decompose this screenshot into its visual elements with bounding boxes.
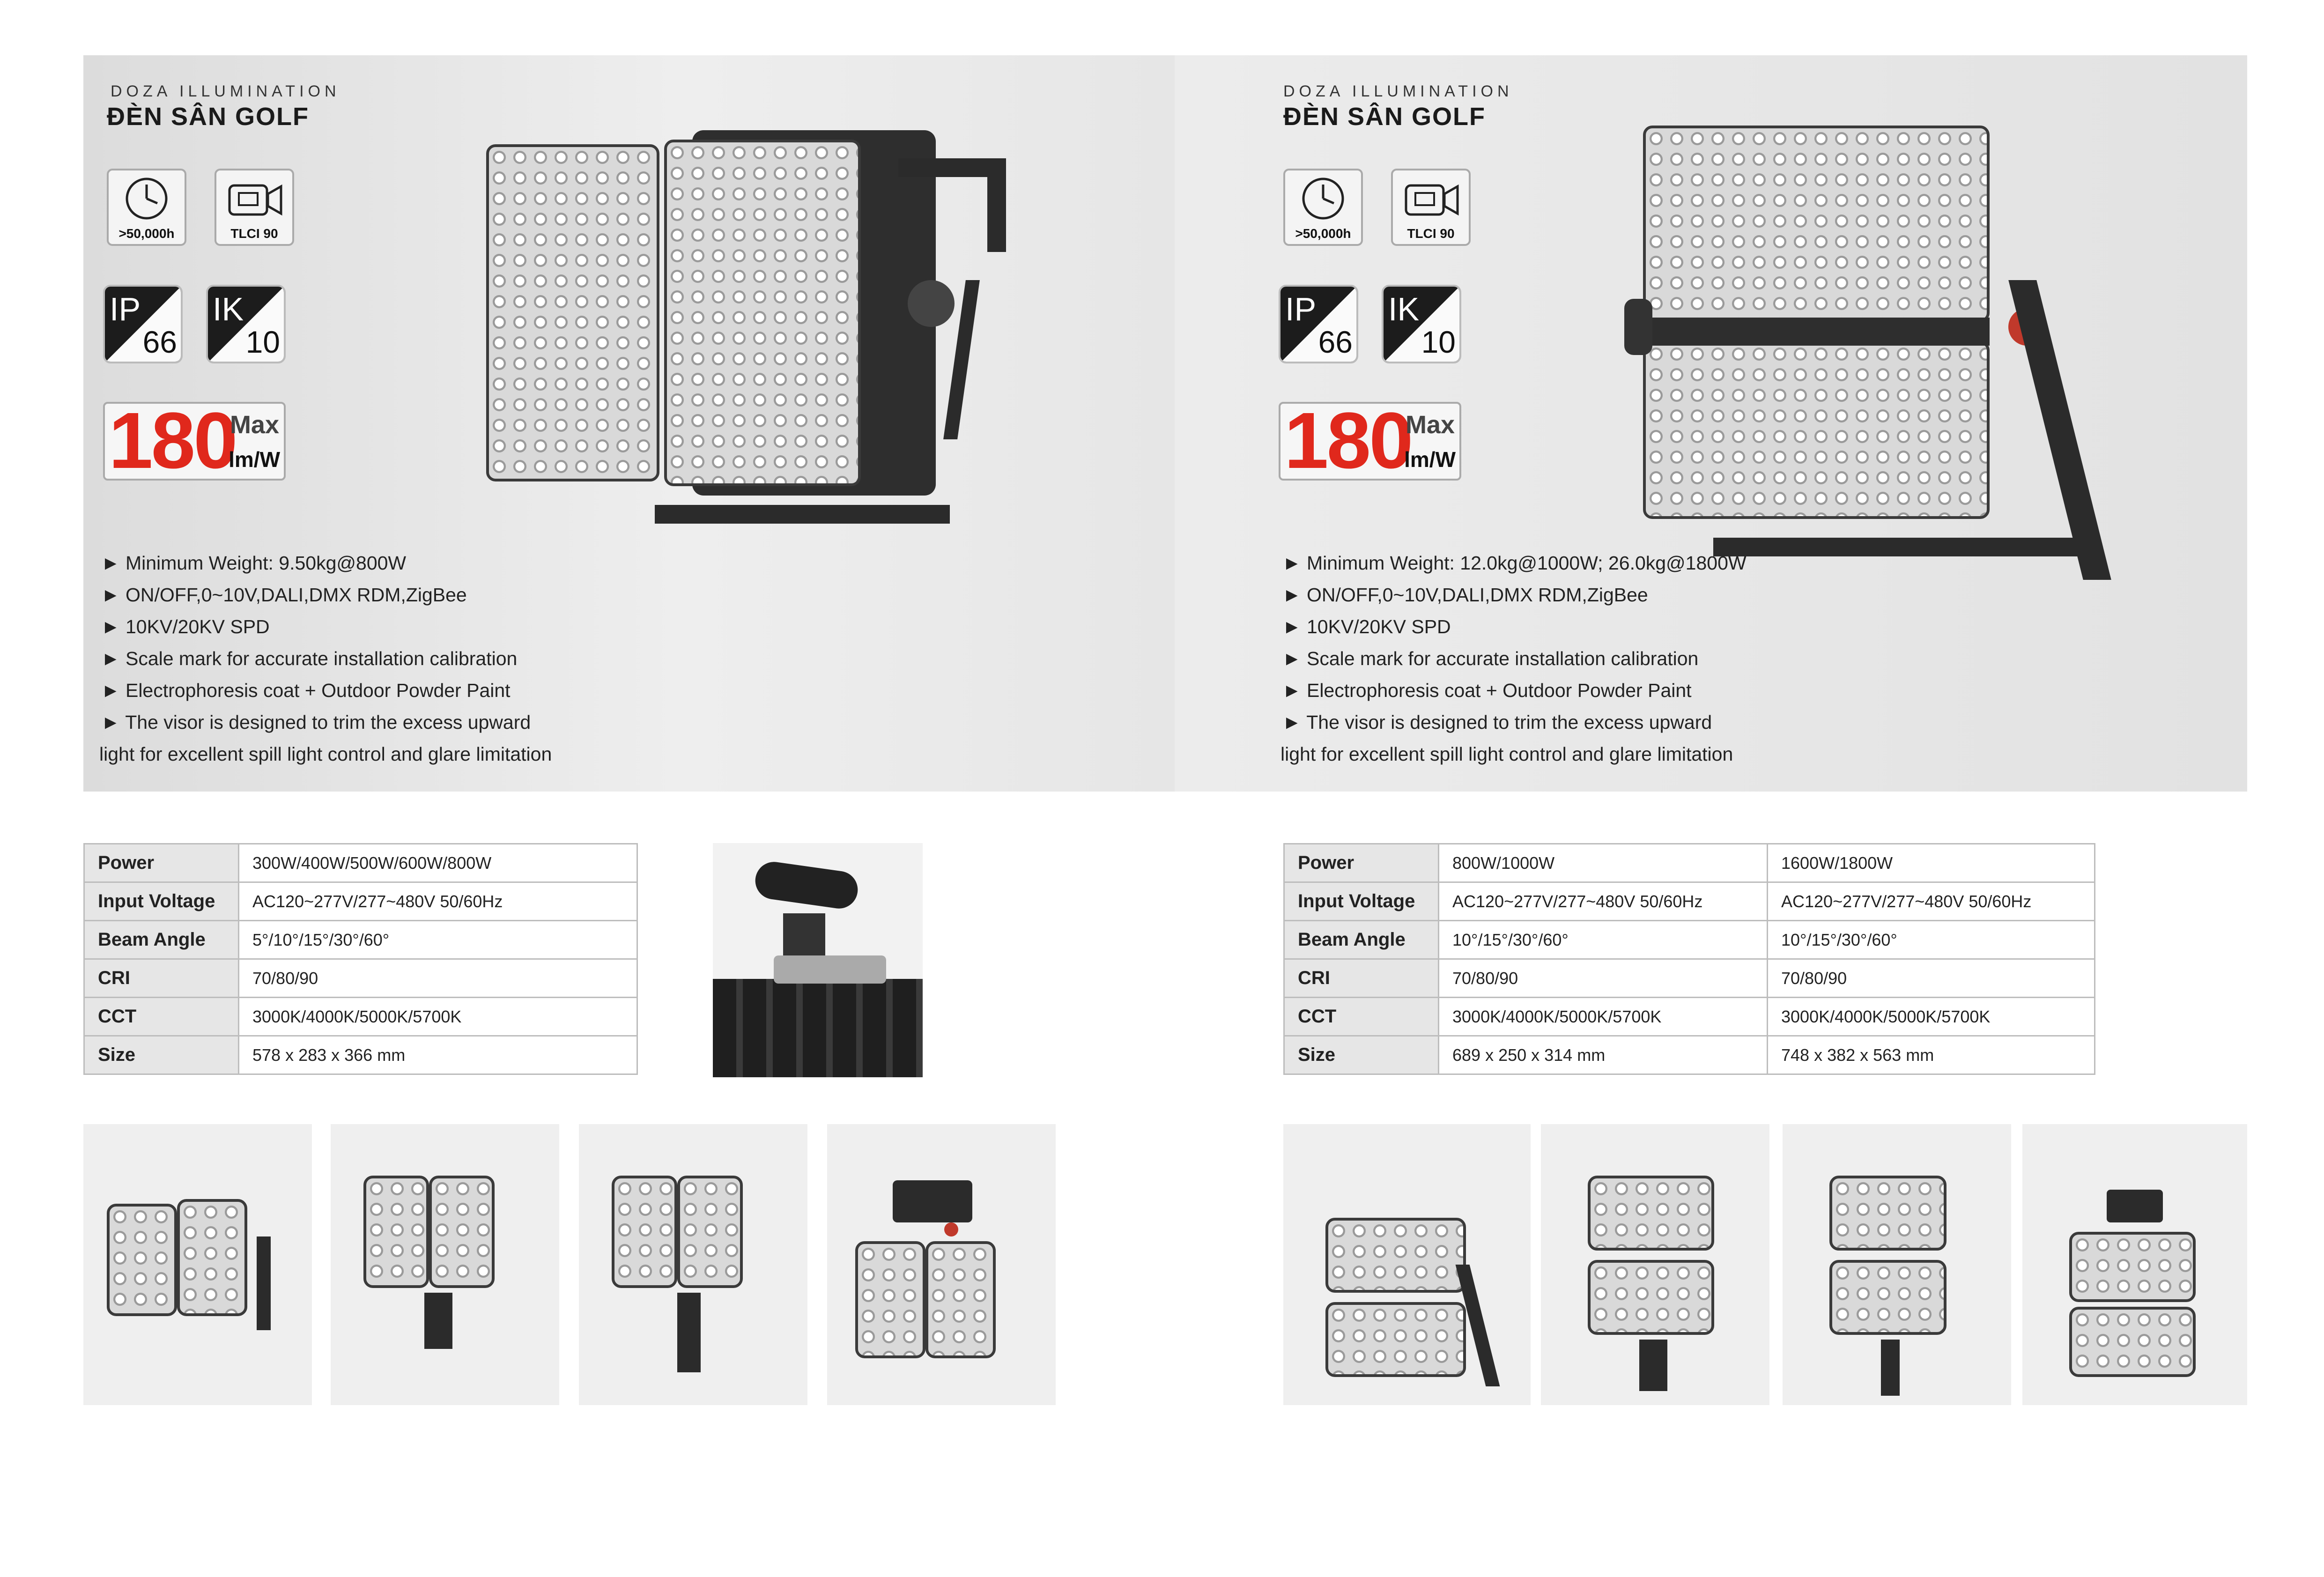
- efficacy-value: 180: [1284, 396, 1412, 485]
- spec-value: 3000K/4000K/5000K/5700K: [239, 998, 637, 1036]
- spec-key: CRI: [1284, 959, 1439, 998]
- table-row: [84, 882, 637, 921]
- ik-label: IK: [213, 291, 244, 327]
- left-spec-table: [83, 843, 638, 1075]
- camera-icon: [225, 175, 286, 222]
- right-hero-panel: [1175, 55, 2247, 792]
- feature-list: [101, 547, 552, 770]
- lifetime-badge: [1283, 169, 1363, 246]
- feature-item: ► The visor is designed to trim the excess upward: [101, 711, 531, 733]
- product-image-floodlight-2-module: [486, 130, 1142, 617]
- brand-label: DOZA ILLUMINATION: [1283, 82, 1513, 100]
- feature-item: ► 10KV/20KV SPD: [1282, 616, 1451, 637]
- product-thumbnail[interactable]: [2022, 1124, 2247, 1405]
- spec-key: Power: [1284, 844, 1439, 882]
- spec-value: 578 x 283 x 366 mm: [239, 1036, 637, 1074]
- spec-value: 5°/10°/15°/30°/60°: [239, 921, 637, 959]
- spec-key: CCT: [1284, 998, 1439, 1036]
- spec-key: Beam Angle: [84, 921, 239, 959]
- table-row: [1284, 998, 2095, 1036]
- product-thumbnail[interactable]: [1283, 1124, 1531, 1405]
- feature-item: ► Electrophoresis coat + Outdoor Powder Paint: [101, 680, 511, 701]
- product-image-floodlight-4-module: [1624, 126, 2205, 594]
- table-row: [1284, 882, 2095, 921]
- ip-label: IP: [1285, 291, 1317, 327]
- ik-rating-badge: [1382, 285, 1461, 363]
- product-thumbnail[interactable]: [1783, 1124, 2011, 1405]
- ik-label: IK: [1388, 291, 1420, 327]
- spec-key: Input Voltage: [1284, 882, 1439, 921]
- feature-item: ► 10KV/20KV SPD: [101, 616, 270, 637]
- efficacy-badge: [103, 396, 286, 485]
- spec-value: AC120~277V/277~480V 50/60Hz: [1768, 882, 2095, 921]
- tlci-label: TLCI 90: [1407, 226, 1455, 241]
- feature-item: ► Minimum Weight: 9.50kg@800W: [101, 552, 407, 574]
- efficacy-unit: lm/W: [1404, 447, 1456, 472]
- spec-value: 1600W/1800W: [1768, 844, 2095, 882]
- ip-value: 66: [1318, 325, 1353, 359]
- left-hero-panel: [83, 55, 1175, 792]
- clock-icon: [121, 175, 172, 222]
- spec-value: 300W/400W/500W/600W/800W: [239, 844, 637, 882]
- spec-key: Input Voltage: [84, 882, 239, 921]
- spec-key: Size: [84, 1036, 239, 1074]
- spec-key: Power: [84, 844, 239, 882]
- spec-value: 800W/1000W: [1439, 844, 1768, 882]
- efficacy-value: 180: [109, 396, 236, 485]
- spec-value: 689 x 250 x 314 mm: [1439, 1036, 1768, 1074]
- efficacy-max: Max: [229, 411, 279, 439]
- feature-item: light for excellent spill light control and glare limitation: [1280, 743, 1733, 765]
- spec-value: 10°/15°/30°/60°: [1439, 921, 1768, 959]
- spec-value: 70/80/90: [239, 959, 637, 998]
- spec-key: CCT: [84, 998, 239, 1036]
- product-thumbnail[interactable]: [579, 1124, 807, 1405]
- spec-value: 70/80/90: [1768, 959, 2095, 998]
- right-spec-table: [1283, 843, 2095, 1075]
- tlci-badge: [215, 169, 294, 246]
- feature-item: ► Electrophoresis coat + Outdoor Powder Paint: [1282, 680, 1692, 701]
- spec-key: CRI: [84, 959, 239, 998]
- table-row: [84, 959, 637, 998]
- product-thumbnail[interactable]: [83, 1124, 312, 1405]
- table-row: [84, 921, 637, 959]
- feature-item: light for excellent spill light control and glare limitation: [99, 743, 552, 765]
- product-thumbnail[interactable]: [827, 1124, 1056, 1405]
- tlci-label: TLCI 90: [230, 226, 278, 241]
- efficacy-unit: lm/W: [229, 447, 280, 472]
- spec-value: 748 x 382 x 563 mm: [1768, 1036, 2095, 1074]
- clock-icon: [1297, 175, 1349, 222]
- product-title: ĐÈN SÂN GOLF: [107, 103, 310, 131]
- feature-item: ► Scale mark for accurate installation calibration: [101, 648, 518, 669]
- camera-icon: [1401, 175, 1462, 222]
- product-thumbnail[interactable]: [331, 1124, 559, 1405]
- spec-value: 10°/15°/30°/60°: [1768, 921, 2095, 959]
- table-row: [84, 844, 637, 882]
- ip-value: 66: [142, 325, 177, 359]
- table-row: [84, 1036, 637, 1074]
- aiming-device-photo: [713, 843, 923, 1077]
- spec-key: Beam Angle: [1284, 921, 1439, 959]
- ip-rating-badge: [1279, 285, 1358, 363]
- brand-label: DOZA ILLUMINATION: [111, 82, 340, 100]
- feature-item: ► The visor is designed to trim the excess upward: [1282, 711, 1712, 733]
- lifetime-label: >50,000h: [118, 226, 175, 241]
- table-row: [84, 998, 637, 1036]
- product-title: ĐÈN SÂN GOLF: [1283, 103, 1486, 131]
- table-row: [1284, 959, 2095, 998]
- spec-key: Size: [1284, 1036, 1439, 1074]
- lifetime-badge: [107, 169, 186, 246]
- table-row: [1284, 921, 2095, 959]
- spec-value: 70/80/90: [1439, 959, 1768, 998]
- spec-value: 3000K/4000K/5000K/5700K: [1439, 998, 1768, 1036]
- feature-item: ► Scale mark for accurate installation calibration: [1282, 648, 1699, 669]
- product-thumbnail[interactable]: [1541, 1124, 1769, 1405]
- feature-list: [1282, 547, 1747, 770]
- feature-item: ► ON/OFF,0~10V,DALI,DMX RDM,ZigBee: [1282, 584, 1648, 606]
- tlci-badge: [1391, 169, 1471, 246]
- spec-value: 3000K/4000K/5000K/5700K: [1768, 998, 2095, 1036]
- ip-rating-badge: [103, 285, 183, 363]
- feature-item: ► Minimum Weight: 12.0kg@1000W; 26.0kg@1800W: [1282, 552, 1747, 574]
- lifetime-label: >50,000h: [1295, 226, 1351, 241]
- ip-label: IP: [110, 291, 141, 327]
- efficacy-max: Max: [1405, 411, 1455, 439]
- ik-value: 10: [1421, 325, 1456, 359]
- table-row: [1284, 844, 2095, 882]
- feature-item: ► ON/OFF,0~10V,DALI,DMX RDM,ZigBee: [101, 584, 467, 606]
- ik-value: 10: [245, 325, 280, 359]
- efficacy-badge: [1279, 396, 1461, 485]
- spec-value: AC120~277V/277~480V 50/60Hz: [239, 882, 637, 921]
- ik-rating-badge: [206, 285, 286, 363]
- table-row: [1284, 1036, 2095, 1074]
- spec-value: AC120~277V/277~480V 50/60Hz: [1439, 882, 1768, 921]
